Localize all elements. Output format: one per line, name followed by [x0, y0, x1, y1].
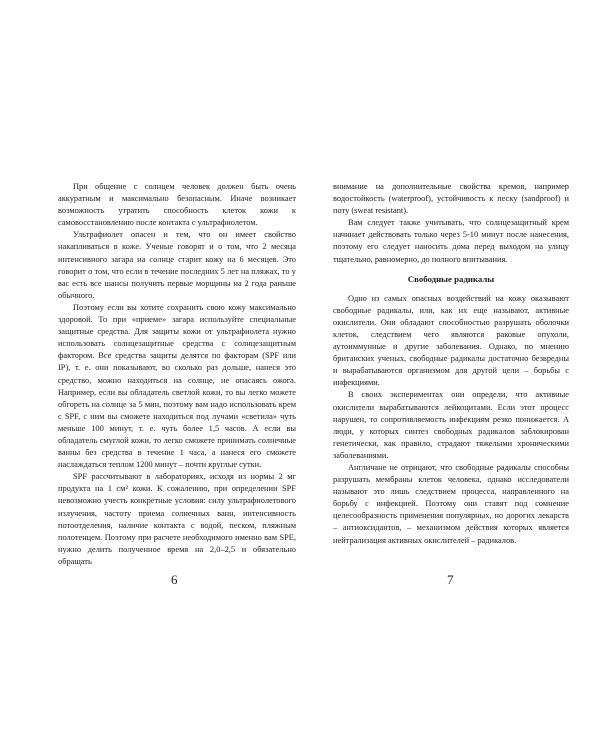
- page-number-right: 7: [447, 572, 454, 587]
- paragraph: SPF рассчитывают в лабораториях, исходя из нормы 2 мг продукта на 1 см² кожи. К сожалению, при определении SPF невозможно учесть конкретные условия: силу ультрафиолетового излучения, частоту приема солнечных ванн, интенсивность потоотделения, наличие контакта с водой, песком, пляжным полотенцем. Поэтому при расчете необходимого именно вам SPE, нужно делить полученное время на 2,0–2,5 и обязательно обращать: [58, 472, 296, 566]
- paragraph: внимание на дополнительные свойства кремов, например водостойкость (waterproof), устойчивость к песку (sandproof) и поту (sweat resistant).: [333, 182, 569, 216]
- paragraph: Англичане не отрицают, что свободные радикалы способны разрушать мембраны клеток человека, однако исследователи называют это лишь следствием процесса, направленного на борьбу с инфекцией. Поэтому они ставят под сомнение целесообразность применения популярных, но дорогих лекарств – антиоксидантов, – механизмом действия которых является нейтрализация активных окислителей – радикалов.: [333, 462, 569, 545]
- right-page: [333, 181, 569, 547]
- paragraph: Вам следует также учитывать, что солнцезащитный крем начинает действовать только через 5-10 минут после нанесения, поэтому его следует наносить дома перед выходом на улицу тщательно, равномерно, до полного впитывания.: [333, 218, 569, 264]
- paragraph: Ультрафиолет опасен и тем, что он имеет свойство накапливаться в коже. Ученые говорят и о том, что 2 месяца интенсивного загара на солнце старит кожу на 6 месяцев. Это говорит о том, что если в течение последних 5 лет на пляжах, то у вас есть все шансы получить первые морщины на 2 года раньше обычного.: [58, 230, 296, 300]
- paragraph: Одно из самых опасных воздействий на кожу оказывают свободные радикалы, или, как их еще называют, активные окислители. Они обладают способностью разрушать оболочки клеток, следствием чего являются раковые опухоли, аутоиммунные и другие заболевания. Однако, по мнению британских ученых, свободные радикалы достаточно безвредны и вырабатываются организмом для другой цели – борьбы с инфекциями.: [333, 293, 569, 388]
- left-page: [58, 181, 296, 568]
- paragraph: Поэтому если вы хотите сохранить свою кожу максимально здоровой. То при «приеме» загара используйте специальные защитные средства. Для защиты кожи от ультрафиолета нужно использовать солнцезащитные средства с солнцезащитным фактором. Все средства защиты делятся по факторам (SPF или IP), т. е. они показывают, во сколько раз дольше, нанеся это средство, можно находиться на солнце, не опасаясь ожога. Например, если вы обладатель светлой кожи, то вы легко можете обгореть на солнце за 5 мин, поэтому вам надо использовать крем с SPF, с ним вы сможете находиться под лучами «светила» чуть меньше 100 минут, т. е. чуть более 1,5 часов. А если вы обладатель смуглой кожи, то легко сможете принимать солнечные ванны без средства в течение 1 часа, а нанеся его сможете наслаждаться теплом 1200 минут – почти круглые сутки.: [58, 302, 296, 470]
- section-heading: Свободные радикалы: [407, 273, 495, 284]
- paragraph: В своих экспериментах они определи, что активные окислители вырабатываются лейкоцитами. Если этот процесс нарушен, то сопротивляемость инфекциям резко понижается. А люди, у которых синтез свободных радикалов заблокирован генетически, как правило, страдают тяжелыми хроническими заболеваниями.: [333, 390, 569, 460]
- paragraph: При общение с солнцем человек должен быть очень аккуратным и максимально безопасным. Иначе возникает возможность утратить способность клеток кожи к самовосстановлению после контакта с ультрафиолетом.: [58, 182, 296, 228]
- page-number-left: 6: [171, 572, 178, 587]
